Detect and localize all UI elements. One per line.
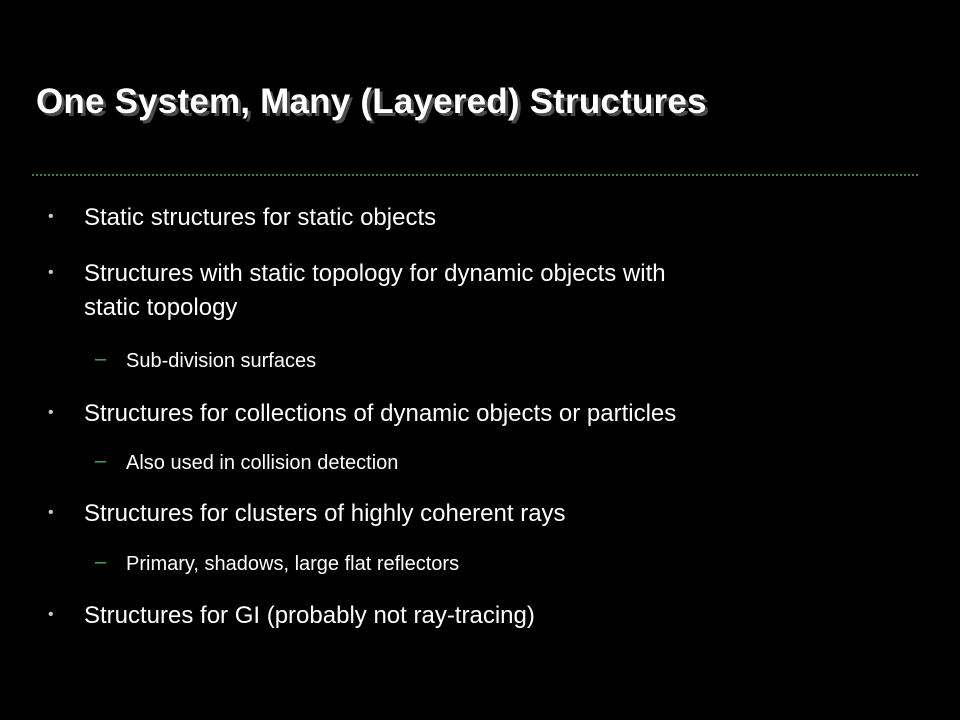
sub-bullet-dash: – (95, 450, 107, 472)
sub-bullet-dash: – (95, 551, 107, 573)
slide-title: One System, Many (Layered) Structures (36, 82, 707, 121)
bullet-static-structures: Static structures for static objects (84, 204, 437, 231)
bullet-static-topology-line1: Structures with static topology for dynamic objects with (84, 260, 666, 287)
bullet-coherent-rays: Structures for clusters of highly coherent rays (84, 500, 566, 527)
title-divider (32, 174, 918, 176)
bullet-static-topology-line2: static topology (84, 294, 238, 321)
bullet-marker: • (48, 404, 54, 421)
bullet-marker: • (48, 606, 54, 623)
sub-bullet-subdivision: Sub-division surfaces (126, 350, 317, 372)
sub-bullet-dash: – (95, 348, 107, 370)
sub-bullet-collision: Also used in collision detection (126, 452, 399, 474)
bullet-marker: • (48, 504, 54, 521)
sub-bullet-primary: Primary, shadows, large flat reflectors (126, 553, 460, 575)
bullet-marker: • (48, 208, 54, 225)
bullet-gi: Structures for GI (probably not ray-tracing) (84, 602, 535, 629)
bullet-marker: • (48, 264, 54, 281)
bullet-collections: Structures for collections of dynamic objects or particles (84, 400, 677, 427)
